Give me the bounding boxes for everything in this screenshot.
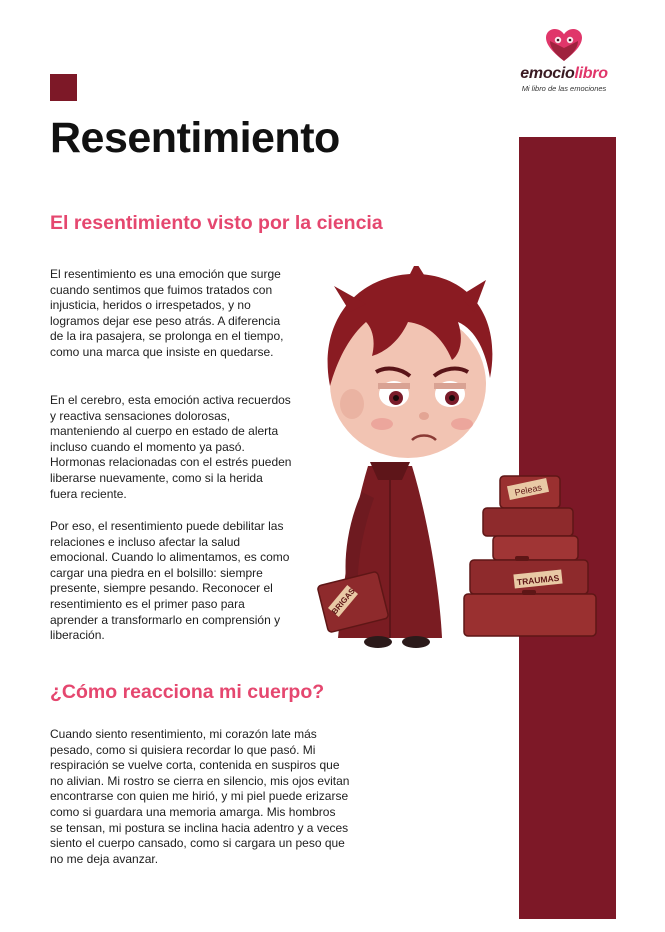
paragraph-science-1: El resentimiento es una emoción que surge cuando sentimos que fuimos tratados con injusticia, heridos o irrespetados, y no logramos dejar ese peso atrás. A diferencia de la ira pasajera, se prolonga en el tiempo, como una marca que insiste en quedarse.	[50, 267, 284, 359]
logo-wordmark: emociolibro	[520, 65, 608, 82]
section-heading-science: El resentimiento visto por la ciencia	[50, 212, 383, 234]
paragraph-body-reaction: Cuando siento resentimiento, mi corazón late más pesado, como si quisiera recordar lo que pasó. Mi respiración se vuelve corta, contenida en suspiros que no alivian. Mi rostro se cierra en silencio, mis ojos evitan encontrarse con quien me hirió, y mi piel puede erizarse como si guardara una memoria amarga. Mis hombros se tensan, mi postura se inclina hacia adentro y a veces siento el cuerpo cansado, como si cargara un peso que no me deja avanzar.	[50, 727, 350, 866]
page-title: Resentimiento	[50, 114, 340, 162]
paragraph-science-2: En el cerebro, esta emoción activa recuerdos y reactiva sensaciones dolorosas, manteniendo al cuerpo en estado de alerta incluso cuando el momento ya pasó. Hormonas relacionadas con el estrés pueden liberarse nuevamente, como si la herida fuera reciente.	[50, 393, 292, 501]
heart-logo-icon	[545, 28, 583, 62]
paragraph-science-3: Por eso, el resentimiento puede debilitar las relaciones e incluso afectar la salud emocional. Cuando lo alimentamos, es como cargar una piedra en el bolsillo: siempre presente, siempre pesando. Reconocer el resentimiento es el primer paso para aprender a transformarlo en comprensión y liberación.	[50, 519, 290, 643]
accent-square	[50, 74, 77, 101]
suitcase-stack	[464, 476, 596, 636]
suitcase-label: BRIGAS	[329, 586, 357, 617]
character-illustration	[290, 266, 610, 656]
suitcase-label: TRAUMAS	[516, 572, 560, 588]
logo-tagline: Mi libro de las emociones	[521, 84, 607, 93]
suitcase-label: Peleas	[513, 482, 543, 498]
brand-logo	[508, 28, 620, 93]
section-heading-body: ¿Cómo reacciona mi cuerpo?	[50, 681, 325, 703]
